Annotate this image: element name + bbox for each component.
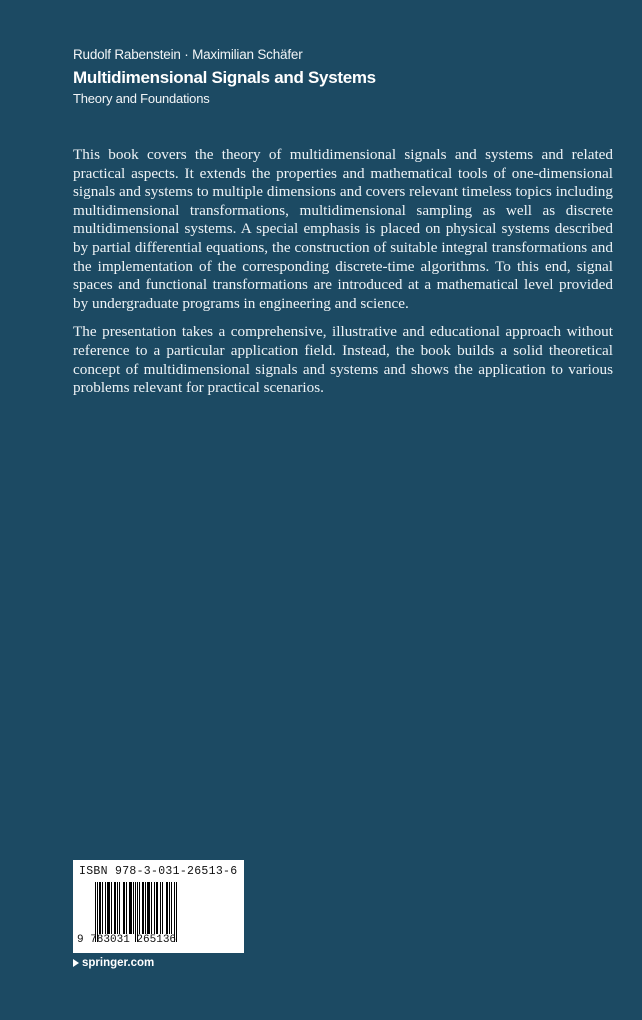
description-paragraph-2: The presentation takes a comprehensive, illustrative and educational approach without reference to a particular application field. Instead, the book builds a solid theoretical concept of multidimensional signals and systems and shows the application to various problems relevant for practical scenarios. [73, 323, 613, 397]
book-subtitle: Theory and Foundations [73, 91, 210, 106]
barcode-digits: 9 783031 265136 [77, 934, 177, 946]
description-paragraph-1: This book covers the theory of multidimensional signals and systems and related practical aspects. It extends the properties and mathematical tools of one-dimensional signals and systems to multiple dimensions and covers relevant timeless topics including multidimensional transformations, multidimensional sampling as well as discrete multidimensional systems. A special emphasis is placed on physical systems described by partial differential equations, the construction of suitable integral transformations and the implementation of the corresponding discrete-time algorithms. To this end, signal spaces and functional transformations are introduced at a mathematical level provided by undergraduate programs in engineering and science. [73, 146, 613, 312]
authors: Rudolf Rabenstein · Maximilian Schäfer [73, 47, 303, 62]
springer-link[interactable] [73, 957, 154, 969]
book-title: Multidimensional Signals and Systems [73, 68, 376, 87]
isbn-label: ISBN 978-3-031-26513-6 [79, 865, 238, 878]
cover-header [73, 46, 376, 108]
springer-link-text: springer.com [82, 957, 155, 969]
barcode-bars [95, 882, 235, 938]
isbn-barcode [73, 860, 244, 953]
play-triangle-icon [73, 959, 79, 967]
book-description [73, 146, 613, 408]
